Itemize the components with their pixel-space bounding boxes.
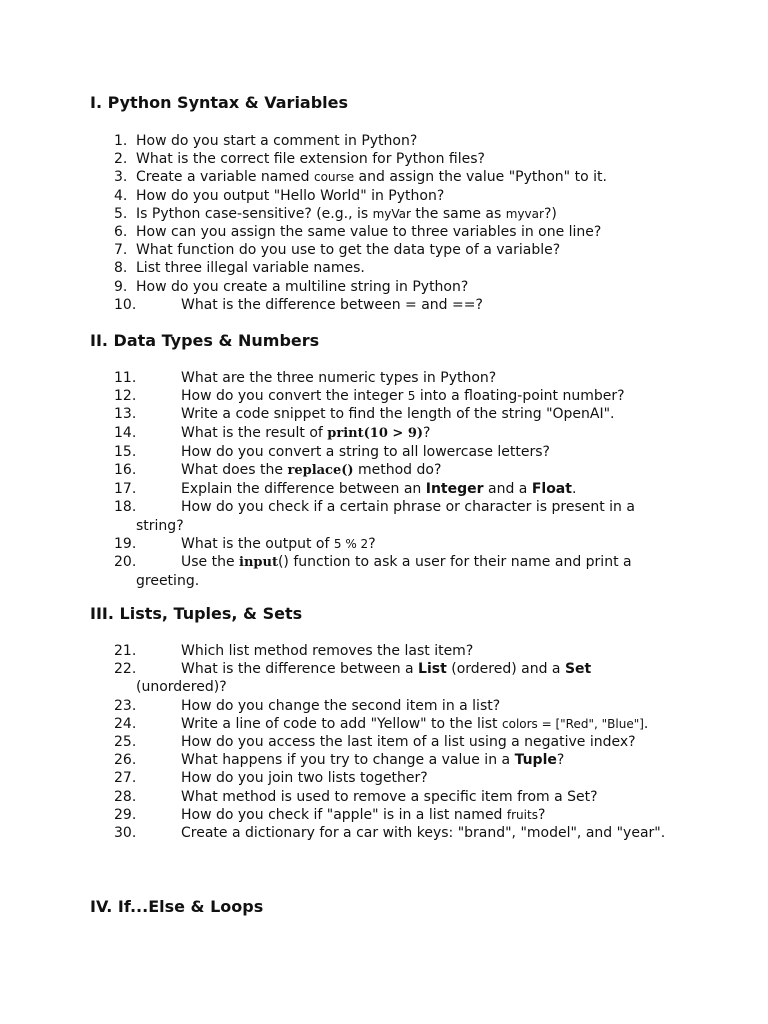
- list-item: 10. What is the difference between = and ==?: [114, 296, 483, 313]
- list-item: 3. Create a variable named course and assign the value "Python" to it.: [114, 169, 607, 186]
- list-item: 15. How do you convert a string to all lowercase letters?: [114, 443, 550, 460]
- list-item: 8. List three illegal variable names.: [114, 260, 365, 277]
- inline-code: colors = ["Red", "Blue"]: [502, 716, 644, 731]
- list-item: 11. What are the three numeric types in Python?: [114, 370, 497, 386]
- section-title-loops: IV. If...Else & Loops: [90, 897, 264, 916]
- section-title-lists: III. Lists, Tuples, & Sets: [90, 604, 303, 623]
- list-item: 12. How do you convert the integer 5 into a floating-point number?: [114, 388, 625, 405]
- question-list-syntax: [0, 132, 768, 314]
- inline-code: input: [239, 555, 278, 571]
- list-item: 16. What does the replace() method do?: [114, 462, 442, 479]
- inline-code: myvar: [505, 206, 544, 221]
- list-item: 9. How do you create a multiline string in Python?: [114, 278, 469, 295]
- list-item: 20. Use the input() function to ask a user for their name and print a greeting.: [114, 554, 632, 590]
- question-list-lists: [0, 642, 768, 842]
- list-item: 13. Write a code snippet to find the length of the string "OpenAI".: [114, 406, 615, 423]
- inline-code: course: [313, 170, 355, 185]
- list-item: 24. Write a line of code to add "Yellow" to the list colors = ["Red", "Blue"].: [114, 715, 649, 732]
- list-item: 17. Explain the difference between an Integer and a Float.: [114, 481, 577, 498]
- inline-code: fruits: [506, 807, 538, 822]
- list-item: 26. What happens if you try to change a value in a Tuple?: [114, 752, 565, 769]
- list-item: 14. What is the result of print(10 > 9)?: [114, 424, 431, 441]
- list-item: 1. How do you start a comment in Python?: [114, 133, 418, 149]
- list-item: 19. What is the output of 5 % 2?: [114, 535, 376, 552]
- list-item: 30. Create a dictionary for a car with keys: "brand", "model", and "year".: [114, 825, 666, 842]
- list-item: 5. Is Python case-sensitive? (e.g., is myVar the same as myvar?): [114, 205, 557, 222]
- list-item: 4. How do you output "Hello World" in Python?: [114, 187, 445, 204]
- list-item: 21. Which list method removes the last item?: [114, 643, 474, 659]
- list-item: 29. How do you check if "apple" is in a list named fruits?: [114, 806, 546, 823]
- inline-code: 5 % 2: [333, 536, 369, 551]
- inline-code: replace(): [287, 463, 354, 479]
- inline-code: 5: [407, 389, 416, 404]
- inline-code: myVar: [372, 206, 411, 221]
- list-item: 28. What method is used to remove a specific item from a Set?: [114, 788, 598, 805]
- question-list-data-types: [0, 369, 768, 590]
- list-item: 2. What is the correct file extension for Python files?: [114, 151, 485, 168]
- list-item: 6. How can you assign the same value to three variables in one line?: [114, 224, 602, 241]
- list-item: 23. How do you change the second item in a list?: [114, 697, 501, 714]
- list-item: 22. What is the difference between a List (ordered) and a Set (unordered)?: [114, 661, 592, 696]
- list-item: 7. What function do you use to get the data type of a variable?: [114, 242, 561, 259]
- section-title-data-types: II. Data Types & Numbers: [90, 331, 320, 350]
- list-item: 18. How do you check if a certain phrase or character is present in a string?: [114, 499, 635, 534]
- inline-code: print(10 > 9): [327, 425, 424, 441]
- list-item: 27. How do you join two lists together?: [114, 770, 428, 787]
- section-title-syntax: I. Python Syntax & Variables: [90, 93, 349, 112]
- list-item: 25. How do you access the last item of a list using a negative index?: [114, 734, 636, 751]
